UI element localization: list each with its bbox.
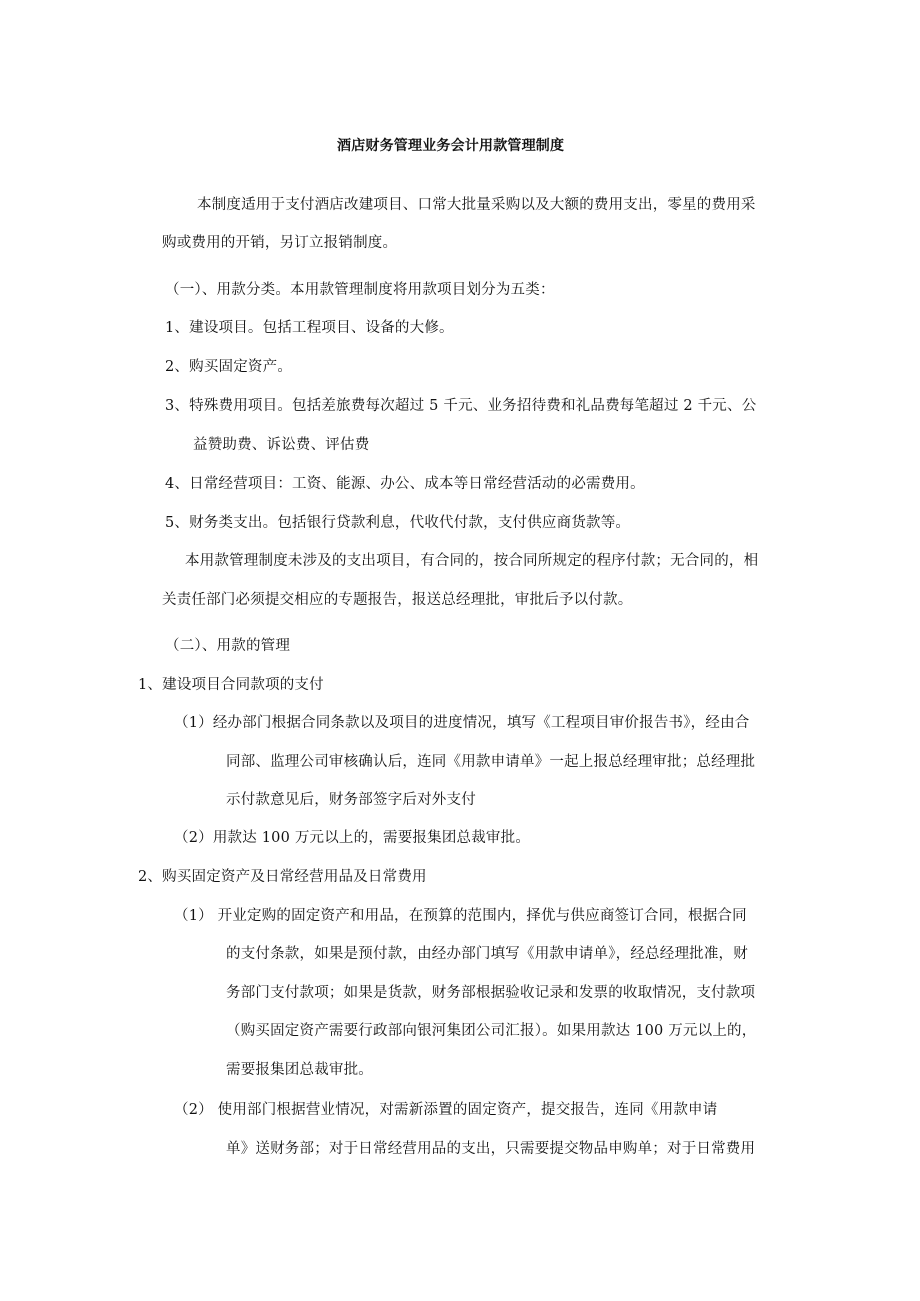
- list-item-continuation: 单》送财务部；对于日常经营用品的支出，只需要提交物品申购单；对于日常费用: [226, 1141, 756, 1157]
- list-item-continuation: （购买固定资产需要行政部向银河集团公司汇报）。如果用款达 100 万元以上的，: [226, 1023, 757, 1039]
- section-heading: （一）、用款分类。本用款管理制度将用款项目划分为五类：: [165, 282, 555, 298]
- text-line: 本用款管理制度未涉及的支出项目，有合同的，按合同所规定的程序付款；无合同的，相: [185, 553, 759, 569]
- text-line: 关责任部门必须提交相应的专题报告，报送总经理批，审批后予以付款。: [162, 592, 633, 608]
- text-line: 本制度适用于支付酒店改建项目、口常大批量采购以及大额的费用支出，零星的费用采: [197, 197, 756, 213]
- list-item-continuation: 的支付条款，如果是预付款，由经办部门填写《用款申请单》，经总经理批准，财: [226, 946, 748, 962]
- list-item-continuation: 需要报集团总裁审批。: [226, 1062, 373, 1078]
- section-heading: （二）、用款的管理: [165, 638, 291, 654]
- list-item: 5、财务类支出。包括银行贷款利息，代收代付款，支付供应商货款等。: [165, 515, 631, 531]
- subsection-heading: 1、建设项目合同款项的支付: [138, 677, 324, 693]
- document-title: 酒店财务管理业务会计用款管理制度: [337, 138, 565, 154]
- list-item: （2） 使用部门根据营业情况，对需新添置的固定资产，提交报告，连同《用款申请: [174, 1102, 718, 1118]
- list-item: （1）经办部门根据合同条款以及项目的进度情况，填写《工程项目审价报告书》，经由合: [174, 715, 750, 731]
- subsection-heading: 2、购买固定资产及日常经营用品及日常费用: [138, 869, 427, 885]
- list-item: （1） 开业定购的固定资产和用品，在预算的范围内，择优与供应商签订合同，根据合同: [174, 908, 747, 924]
- list-item-continuation: 示付款意见后，财务部签字后对外支付: [226, 792, 476, 808]
- list-item: 3、特殊费用项目。包括差旅费每次超过 5 千元、业务招待费和礼品费每笔超过 2 千元、公: [165, 398, 757, 414]
- list-item-continuation: 同部、监理公司审核确认后，连同《用款申请单》一起上报总经理审批；总经理批: [226, 754, 756, 770]
- list-item: （2）用款达 100 万元以上的，需要报集团总裁审批。: [174, 830, 531, 846]
- list-item: 2、购买固定资产。: [165, 359, 293, 375]
- list-item-continuation: 益赞助费、诉讼费、评估费: [193, 437, 370, 453]
- list-item: 1、建设项目。包括工程项目、设备的大修。: [165, 320, 454, 336]
- list-item: 4、日常经营项目：工资、能源、办公、成本等日常经营活动的必需费用。: [165, 476, 645, 492]
- list-item-continuation: 务部门支付款项；如果是货款，财务部根据验收记录和发票的收取情况，支付款项: [226, 985, 756, 1001]
- text-line: 购或费用的开销，另订立报销制度。: [162, 235, 398, 251]
